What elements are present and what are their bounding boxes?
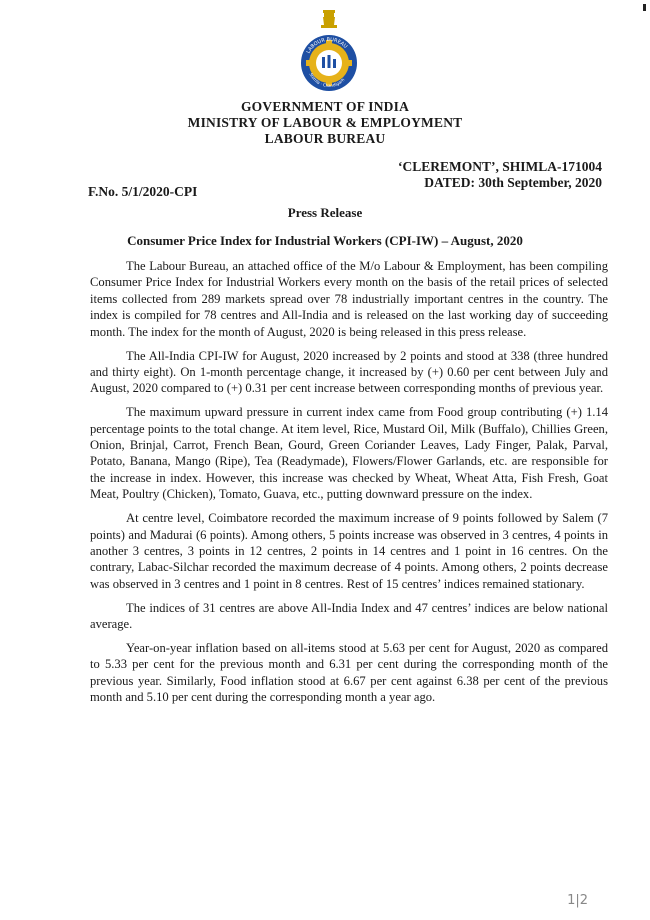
file-number: F.No. 5/1/2020-CPI (88, 184, 198, 199)
paragraph: At centre level, Coimbatore recorded the maximum increase of 9 points followed by Salem (7 points) and Madurai (6 points). Among others, 5 points increase was observed in 3 centres, 4 points in another 3 centres, 3 points in 12 centres, 2 points in 14 centres and 1 point in 16 centres. On the contrary, Labac-Silchar recorded the maximum decrease of 4 points. Among others, 2 points decrease was observed in 3 centres and 1 point in 8 centres. Rest of 15 centres’ indices remained stationary. (90, 511, 608, 591)
scan-mark (643, 4, 646, 11)
address-place: ‘CLEREMONT’, SHIMLA-171004 (397, 159, 602, 174)
emblem-ring-text: LABOUR BUREAU (305, 36, 349, 55)
header-government: GOVERNMENT OF INDIA (240, 99, 410, 114)
paragraph: Year-on-year inflation based on all-items stood at 5.63 per cent for August, 2020 as compared to 5.33 per cent for the previous month and 6.31 per cent during the corresponding month of the previous year. Similarly, Food inflation stood at 6.67 per cent against 6.38 per cent of the previous month and 5.10 per cent during the corresponding month a year ago. (90, 641, 608, 705)
header-ministry: MINISTRY OF LABOUR & EMPLOYMENT (187, 115, 463, 130)
subject-title: Consumer Price Index for Industrial Workers (CPI-IW) – August, 2020 (127, 233, 523, 248)
paragraph: The maximum upward pressure in current index came from Food group contributing (+) 1.14 percentage points to the total change. At item level, Rice, Mustard Oil, Milk (Buffalo), Chillies Green, Onion, Brinjal, Carrot, French Bean, Gourd, Green Coriander Leaves, Lady Finger, Palak, Parval, Potato, Banana, Mango (Ripe), Tea (Readymade), Flowers/Flower Garlands, etc. are responsible for the increase in index. However, this increase was checked by Wheat, Wheat Atta, Fish Fresh, Goat Meat, Poultry (Chicken), Tomato, Guava, etc., putting downward pressure on the index. (90, 405, 608, 502)
page-number: 1|2 (567, 893, 588, 908)
paragraph: The indices of 31 centres are above All-India Index and 47 centres’ indices are below national average. (90, 600, 608, 632)
press-release-label: Press Release (287, 205, 363, 220)
address-date: DATED: 30th September, 2020 (424, 175, 602, 190)
emblem-ring-text-bottom: Shimla · Chandigarh (308, 72, 346, 89)
paragraph: The All-India CPI-IW for August, 2020 increased by 2 points and stood at 338 (three hundred and thirty eight). On 1-month percentage change, it increased by (+) 0.60 per cent between July and August, 2020 compared to (+) 0.31 per cent increase between corresponding months of previous year. (90, 348, 608, 396)
paragraph: The Labour Bureau, an attached office of the M/o Labour & Employment, has been compiling Consumer Price Index for Industrial Workers every month on the basis of the retail prices of selected items collected from 289 markets spread over 78 industrially important centres in the country. The index is compiled for 78 centres and All-India and is released on the last working day of succeeding month. The index for the month of August, 2020 is being released in this press release. (90, 259, 608, 339)
labour-bureau-emblem-icon (293, 4, 365, 100)
header-bureau: LABOUR BUREAU (264, 131, 386, 146)
body-text (90, 258, 608, 713)
